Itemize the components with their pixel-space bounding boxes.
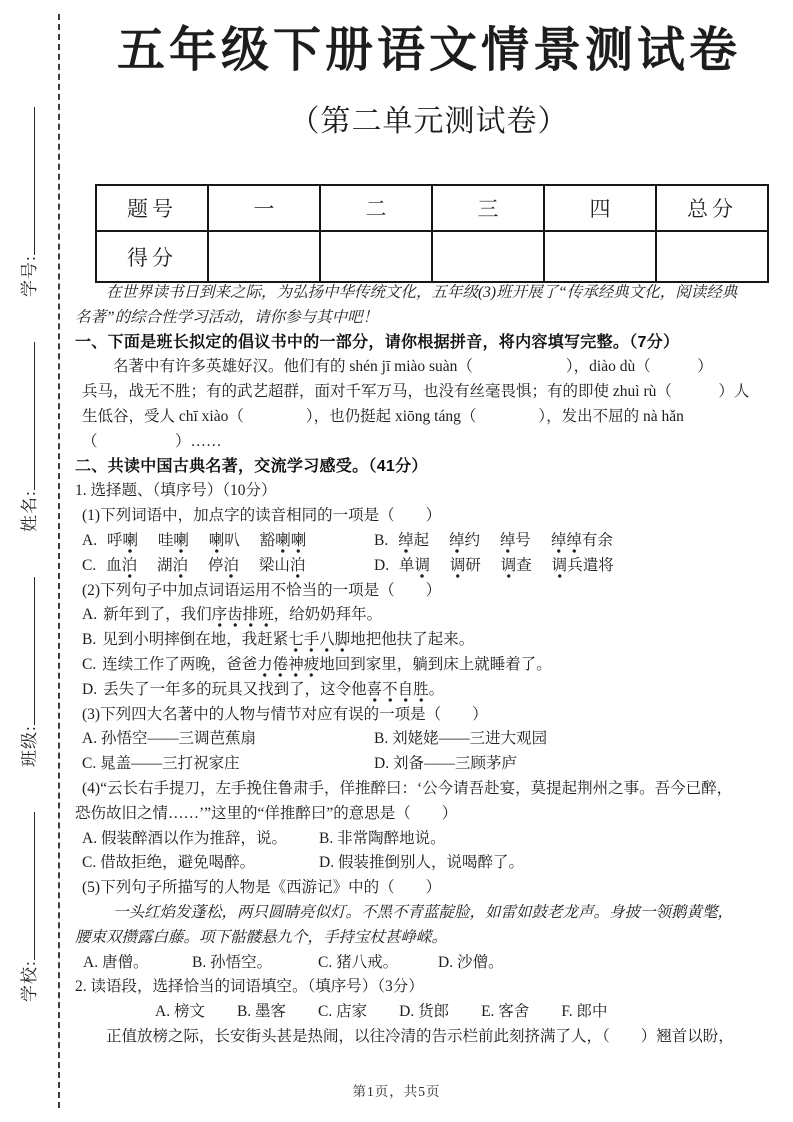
q1-heading: 1. 选择题、（填序号）（10分）	[75, 482, 277, 500]
q1-4-option-a: A. 假装醉酒以作为推辞，说。	[82, 829, 287, 847]
student-id-field	[15, 107, 40, 297]
q2-bank-item: D. 货郎	[399, 1003, 450, 1021]
student-id-label: 学号:	[20, 255, 39, 298]
word: 喇叭	[209, 532, 240, 549]
score-table-header-cell: 三	[432, 185, 544, 231]
q1-1-options-row	[75, 529, 765, 554]
class-label: 班级:	[20, 725, 39, 768]
q1-1-stem: (1)下列词语中，加点字的读音相同的一项是（ ）	[82, 507, 442, 525]
score-empty-cell	[432, 231, 544, 282]
binding-dashed-line	[58, 14, 60, 1108]
intro-line: 名著”的综合性学习活动，请你参与其中吧！	[75, 308, 379, 326]
q1-3-option-d: D. 刘备——三顾茅庐	[374, 755, 517, 773]
q1-2-option: A. 新年到了，我们序齿排班，给奶奶拜年。	[75, 603, 765, 628]
q1-3-option-b: B. 刘姥姥——三进大观园	[374, 730, 548, 748]
q1-5-stem: (5)下列句子所描写的人物是《西游记》中的（ ）	[82, 879, 442, 897]
score-table-header-cell: 一	[208, 185, 320, 231]
score-empty-cell	[208, 231, 320, 282]
q2-bank-item: E. 客舍	[481, 1003, 530, 1021]
score-table-header-cell: 题号	[96, 185, 208, 231]
q1-2-option: C. 连续工作了两晚，爸爸力倦神疲地回到家里，躺到床上就睡着了。	[75, 653, 765, 678]
student-id-blank-line	[19, 107, 35, 255]
q1-4-option-b: B. 非常陶醉地说。	[319, 829, 446, 847]
name-blank-line	[19, 342, 35, 490]
score-table-header-row	[96, 185, 768, 231]
q2-bank-item: A. 榜文	[155, 1003, 205, 1021]
word: 湖泊	[157, 557, 188, 574]
name-label: 姓名:	[20, 490, 39, 533]
section1-heading: 一、下面是班长拟定的倡议书中的一部分，请你根据拼音，将内容填写完整。（7分）	[75, 333, 680, 351]
score-empty-cell	[656, 231, 768, 282]
q2-bank-item: F. 郎中	[561, 1003, 608, 1021]
q1-5-options-row	[75, 951, 765, 976]
option-label: D.	[374, 556, 390, 574]
q1-5-quote-line: 腰束双攒露白藤。项下骷髅悬九个，手持宝杖甚峥嵘。	[75, 928, 448, 946]
option-label: C.	[82, 655, 97, 673]
word: 调查	[501, 557, 532, 574]
school-field	[15, 812, 40, 1002]
class-field	[15, 577, 40, 767]
q1-4-options-row	[75, 851, 765, 876]
paper-subtitle: （第二单元测试卷）	[289, 105, 569, 138]
option-label: B.	[374, 531, 389, 549]
school-blank-line	[19, 812, 35, 960]
word: 绰绰有余	[551, 532, 613, 549]
q1-5-quote-line: 一头红焰发蓬松，两只圆睛亮似灯。不黑不青蓝靛脸，如雷如鼓老龙声。身披一领鹅黄氅，	[113, 903, 734, 921]
q2-passage: 正值放榜之际，长安街头甚是热闹，以往冷清的告示栏前此刻挤满了人，（ ）翘首以盼，	[106, 1027, 734, 1045]
q1-5-option-a: A. 唐僧。	[83, 953, 149, 971]
class-blank-line	[19, 577, 35, 725]
word: 血泊	[106, 557, 137, 574]
page-number: 第1页，共5页	[352, 1084, 441, 1099]
student-info-fields	[15, 82, 39, 1002]
q1-3-options-row	[75, 727, 765, 752]
q1-3-stem: (3)下列四大名著中的人物与情节对应有误的一项是（ ）	[82, 705, 488, 723]
score-table-header-cell: 总分	[656, 185, 768, 231]
option-label: A.	[82, 531, 98, 549]
score-empty-cell	[544, 231, 656, 282]
q1-4-stem-line: (4)“云长右手提刀，左手挽住鲁肃手，佯推醉曰：‘公今请吾赴宴，莫提起荆州之事。吾今已醉，	[82, 779, 733, 797]
q1-3-options-row	[75, 752, 765, 777]
score-table-score-row	[96, 231, 768, 282]
pinyin-line: 兵马，战无不胜；有的武艺超群，面对千军万马，也没有丝毫畏惧；有的即使 zhuì rù（ ）人	[82, 383, 750, 401]
q1-2-option: D. 丢失了一年多的玩具又找到了，这令他喜不自胜。	[75, 678, 765, 703]
score-table-header-cell: 四	[544, 185, 656, 231]
q2-heading: 2. 读语段，选择恰当的词语填空。（填序号）（3分）	[75, 978, 424, 996]
intro-line: 在世界读书日到来之际，为弘扬中华传统文化，五年级(3)班开展了“传承经典文化，阅读经典	[106, 284, 738, 301]
word: 呼喇	[107, 532, 138, 549]
paper-title: 五年级下册语文情景测试卷	[116, 24, 741, 77]
q1-1-option-b	[374, 529, 629, 554]
school-label: 学校:	[20, 960, 39, 1002]
q1-5-option-d: D. 沙僧。	[438, 953, 504, 971]
score-label-cell: 得分	[96, 231, 208, 282]
score-table-header-cell: 二	[320, 185, 432, 231]
section2-heading: 二、共读中国古典名著，交流学习感受。（41分）	[75, 457, 428, 475]
q1-1-options-row	[75, 554, 765, 579]
word: 单调	[399, 557, 430, 574]
word: 梁山泊	[259, 557, 306, 574]
name-field	[15, 342, 40, 532]
q1-2-option: B. 见到小明摔倒在地，我赶紧七手八脚地把他扶了起来。	[75, 628, 765, 653]
q2-bank-item: B. 墨客	[236, 1003, 287, 1021]
option-label: D.	[82, 680, 98, 698]
paper-body	[75, 281, 765, 1050]
word: 豁喇喇	[260, 532, 307, 549]
q1-2-stem: (2)下列句子中加点词语运用不恰当的一项是（ ）	[82, 581, 442, 599]
q1-1-option-a	[82, 529, 374, 554]
q1-3-option-a: A. 孙悟空——三调芭蕉扇	[82, 730, 256, 748]
option-label: A.	[82, 606, 98, 624]
q1-4-option-d: D. 假装推倒别人，说喝醉了。	[319, 854, 524, 872]
q1-5-option-b: B. 孙悟空。	[192, 953, 273, 971]
word: 绰约	[449, 532, 480, 549]
q1-4-options-row	[75, 827, 765, 852]
q2-word-bank	[75, 1000, 765, 1025]
option-label: C.	[82, 556, 97, 574]
word: 绰号	[500, 532, 531, 549]
word: 调兵遣将	[552, 557, 614, 574]
q1-1-option-d	[374, 554, 630, 579]
pinyin-line: 名著中有许多英雄好汉。他们有的 shén jī miào suàn（ ），diào dù（ ）	[113, 358, 713, 376]
q1-4-option-c: C. 借故拒绝，避免喝醉。	[82, 854, 256, 872]
q1-4-stem-line: 恐伤故旧之情……’”这里的“佯推醉曰”的意思是（ ）	[75, 804, 458, 822]
score-empty-cell	[320, 231, 432, 282]
pinyin-line: 生低谷，受人 chī xiào（ ），也仍挺起 xiōng táng（ ），发出不屈的 nà hǎn	[82, 407, 684, 425]
option-label: B.	[82, 631, 97, 649]
q1-3-option-c: C. 晁盖——三打祝家庄	[82, 755, 240, 773]
word: 调研	[450, 557, 481, 574]
score-table	[95, 184, 769, 283]
word: 停泊	[208, 557, 239, 574]
q1-1-option-c	[82, 554, 374, 579]
q2-bank-item: C. 店家	[318, 1003, 368, 1021]
q1-5-option-c: C. 猪八戒。	[318, 953, 399, 971]
word: 哇喇	[158, 532, 189, 549]
pinyin-line: （ ）……	[82, 432, 222, 450]
word: 绰起	[398, 532, 429, 549]
